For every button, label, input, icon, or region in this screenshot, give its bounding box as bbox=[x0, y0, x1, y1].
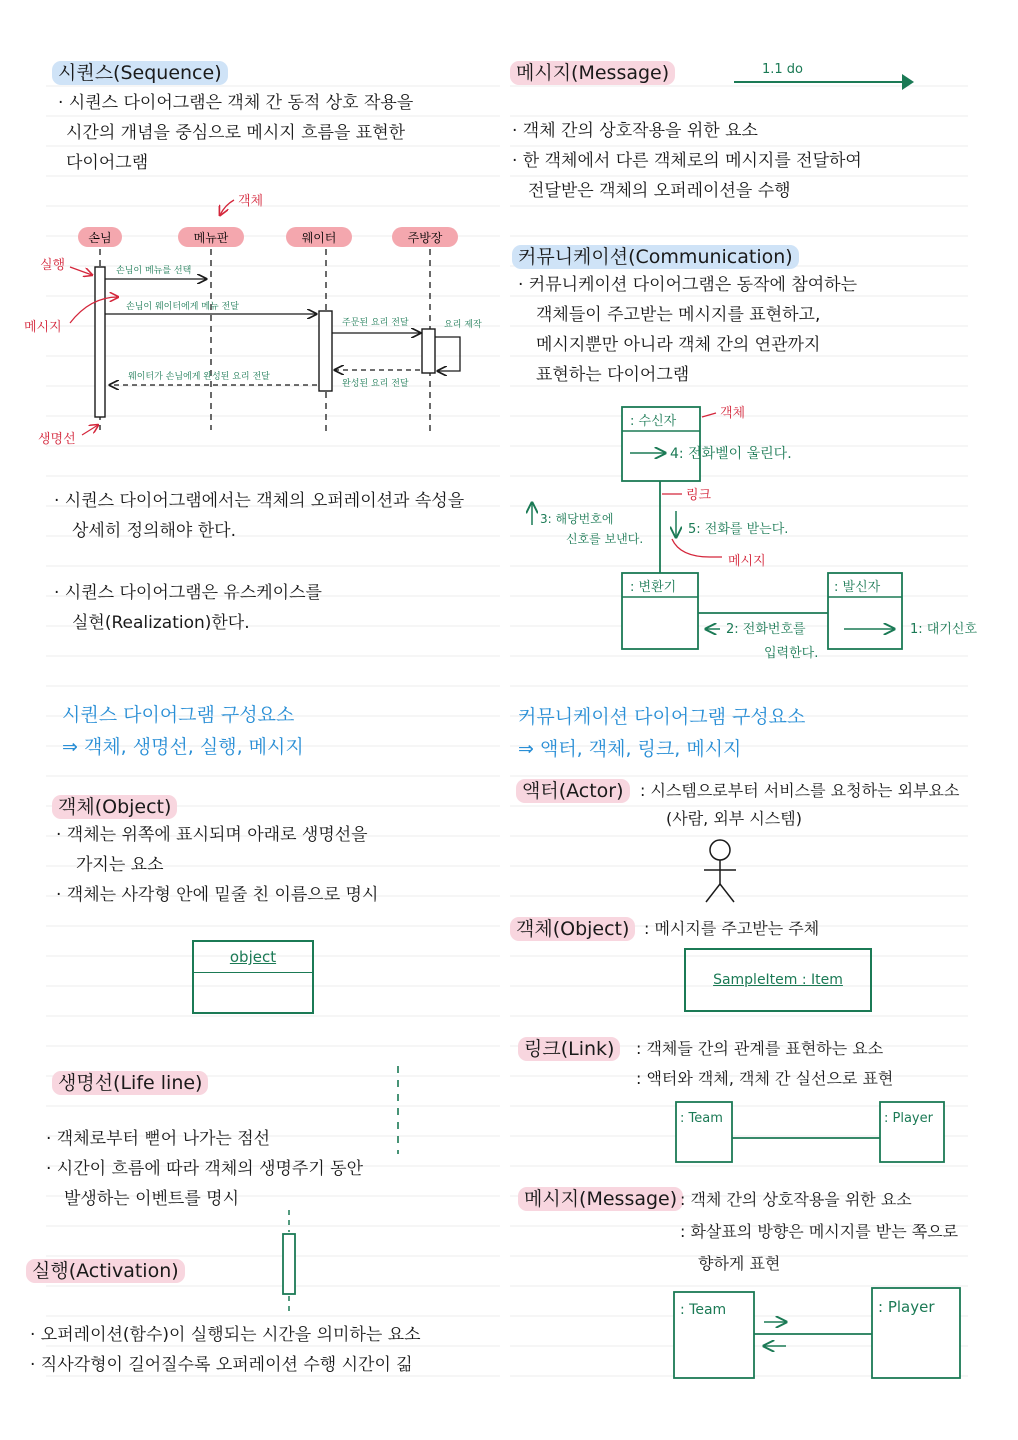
sequence-bullet-2-line-2: 실현(Realization)한다. bbox=[72, 613, 250, 633]
sequence-components-title: 시퀀스 다이어그램 구성요소 bbox=[62, 704, 295, 726]
side-label-lifeline: 생명선 bbox=[38, 432, 76, 447]
communication-line-4: 표현하는 다이어그램 bbox=[536, 365, 690, 385]
message-example bbox=[668, 1284, 968, 1382]
message-line-1: · 객체 간의 상호작용을 위한 요소 bbox=[512, 121, 758, 141]
object-line-2: 가지는 요소 bbox=[76, 855, 164, 875]
sequence-components-list: ⇒ 객체, 생명선, 실행, 메시지 bbox=[62, 736, 304, 758]
message-line-2: · 한 객체에서 다른 객체로의 메시지를 전달하여 bbox=[512, 151, 862, 171]
object-label-chef: 주방장 bbox=[407, 231, 443, 245]
message-team-label: : Team bbox=[680, 1302, 727, 1318]
msg2-label-2: 입력한다. bbox=[764, 646, 819, 661]
sequence-diagram bbox=[20, 185, 500, 455]
message-arrow-4 bbox=[435, 337, 460, 371]
actor-icon bbox=[698, 838, 742, 904]
message-label-4: 요리 제작 bbox=[444, 320, 482, 330]
side-label-activation: 실행 bbox=[40, 258, 66, 273]
lifelines bbox=[100, 249, 430, 435]
message-description bbox=[512, 116, 862, 206]
message2-title: 메시지(Message) bbox=[518, 1184, 683, 1211]
sequence-bullet-2-line-1: · 시퀀스 다이어그램은 유스케이스를 bbox=[54, 583, 322, 603]
sender-label: : 발신자 bbox=[834, 580, 881, 595]
message-label-2: 손님이 웨이터에게 메뉴 전달 bbox=[126, 302, 239, 312]
message2-line-3: 향하게 표현 bbox=[698, 1254, 781, 1273]
object-title: 객체(Object) bbox=[52, 792, 177, 819]
comm-object-note-line bbox=[702, 413, 716, 417]
link-line-2: : 액터와 객체, 객체 간 실선으로 표현 bbox=[636, 1069, 894, 1088]
object-example-box bbox=[192, 940, 314, 1014]
link-example bbox=[670, 1096, 954, 1168]
sequence-bullet-1-line-1: · 시퀀스 다이어그램에서는 객체의 오퍼레이션과 속성을 bbox=[54, 491, 465, 511]
lifeline-title: 생명선(Life line) bbox=[52, 1068, 208, 1095]
activation-waiter bbox=[319, 311, 332, 391]
activation-line-1: · 오퍼레이션(함수)이 실행되는 시간을 의미하는 요소 bbox=[30, 1325, 421, 1345]
object-line-1: · 객체는 위쪽에 표시되며 아래로 생명선을 bbox=[56, 825, 368, 845]
object-note: 객체 bbox=[238, 194, 264, 209]
communication-line-2: 객체들이 주고받는 메시지를 표현하고, bbox=[536, 305, 821, 325]
msg2-label-1: 2: 전화번호를 bbox=[726, 622, 806, 637]
side-arrow-activation bbox=[70, 267, 92, 275]
message2-line-1: : 객체 간의 상호작용을 위한 요소 bbox=[680, 1190, 912, 1209]
message-label-3: 주문된 요리 전달 bbox=[342, 318, 409, 328]
comm-object-description: : 메시지를 주고받는 주체 bbox=[644, 919, 820, 938]
link-description bbox=[636, 1034, 893, 1094]
message-label-6: 웨이터가 손님에게 완성된 요리 전달 bbox=[128, 372, 270, 382]
object-line-3: · 객체는 사각형 안에 밑줄 친 이름으로 명시 bbox=[56, 885, 379, 905]
sequence-description bbox=[58, 88, 413, 178]
sequence-line-2: 시간의 개념을 중심으로 메시지 흐름을 표현한 bbox=[66, 123, 406, 143]
object-label-customer: 손님 bbox=[88, 231, 112, 245]
link-team-label: : Team bbox=[680, 1111, 723, 1126]
sample-item-label: SampleItem : Item bbox=[713, 972, 843, 988]
activation-description bbox=[30, 1320, 421, 1380]
communication-line-3: 메시지뿐만 아니라 객체 간의 연관까지 bbox=[536, 335, 821, 355]
actor-sub: (사람, 외부 시스템) bbox=[666, 809, 802, 828]
message-label-1: 손님이 메뉴를 선택 bbox=[116, 266, 192, 276]
sequence-title: 시퀀스(Sequence) bbox=[52, 58, 228, 85]
activation-example bbox=[274, 1210, 304, 1318]
communication-diagram bbox=[510, 395, 1010, 670]
link-player-label: : Player bbox=[884, 1111, 933, 1126]
object-label-menu: 메뉴판 bbox=[193, 231, 229, 245]
msg5-label: 5: 전화를 받는다. bbox=[688, 522, 789, 537]
msg4-label: 4: 전화벨이 울린다. bbox=[670, 446, 792, 462]
side-label-message: 메시지 bbox=[24, 320, 62, 335]
msg3-label-2: 신호를 보낸다. bbox=[566, 532, 644, 546]
activation-chef bbox=[422, 329, 435, 373]
activation-title: 실행(Activation) bbox=[26, 1256, 185, 1283]
link-line-1: : 객체들 간의 관계를 표현하는 요소 bbox=[636, 1039, 884, 1058]
communication-line-1: · 커뮤니케이션 다이어그램은 동작에 참여하는 bbox=[518, 275, 858, 295]
sequence-line-3: 다이어그램 bbox=[66, 153, 149, 173]
link-title: 링크(Link) bbox=[518, 1034, 620, 1061]
lifeline-line-3: 발생하는 이벤트를 명시 bbox=[64, 1189, 240, 1209]
lifeline-line-2: · 시간이 흐름에 따라 객체의 생명주기 동안 bbox=[46, 1159, 364, 1179]
lifeline-line-1: · 객체로부터 뻗어 나가는 점선 bbox=[46, 1129, 271, 1149]
sequence-bullet-2 bbox=[54, 578, 322, 638]
object-example-label: object bbox=[194, 942, 312, 973]
msg1-label: 1: 대기신호 bbox=[910, 622, 978, 637]
sequence-bullet-1-line-2: 상세히 정의해야 한다. bbox=[72, 521, 237, 541]
comm-message-note: 메시지 bbox=[728, 554, 766, 569]
message2-description bbox=[680, 1184, 958, 1280]
activation-customer bbox=[95, 267, 105, 417]
message-line-3: 전달받은 객체의 오퍼레이션을 수행 bbox=[528, 181, 791, 201]
communication-components-title: 커뮤니케이션 다이어그램 구성요소 bbox=[518, 706, 806, 728]
sequence-bullet-1 bbox=[54, 486, 464, 546]
object-label-waiter: 웨이터 bbox=[301, 231, 337, 245]
actor-description: : 시스템으로부터 서비스를 요청하는 외부요소 bbox=[640, 781, 960, 800]
message-label-5: 완성된 요리 전달 bbox=[342, 379, 409, 389]
communication-components-list: ⇒ 액터, 객체, 링크, 메시지 bbox=[518, 738, 742, 760]
message-note-line bbox=[672, 539, 722, 557]
side-arrow-lifeline bbox=[82, 425, 98, 435]
object-note-arrow bbox=[220, 200, 234, 215]
sequence-line-1: · 시퀀스 다이어그램은 객체 간 동적 상호 작용을 bbox=[58, 93, 414, 113]
actor-title: 액터(Actor) bbox=[516, 776, 630, 803]
side-arrow-message bbox=[70, 297, 118, 323]
lifeline-example bbox=[390, 1066, 406, 1156]
message-title: 메시지(Message) bbox=[510, 58, 675, 85]
link-note: 링크 bbox=[686, 488, 712, 503]
message-arrow-label: 1.1 do bbox=[762, 62, 804, 77]
exchange-label: : 변환기 bbox=[630, 580, 677, 595]
receiver-label: : 수신자 bbox=[630, 414, 677, 429]
lifeline-description bbox=[46, 1124, 363, 1214]
activation-line-2: · 직사각형이 길어질수록 오퍼레이션 수행 시간이 긺 bbox=[30, 1355, 413, 1375]
message2-line-2: : 화살표의 방향은 메시지를 받는 쪽으로 bbox=[680, 1222, 959, 1241]
sample-item-box bbox=[684, 948, 872, 1012]
message-player-label: : Player bbox=[878, 1298, 935, 1316]
message-arrow bbox=[730, 70, 920, 94]
communication-description bbox=[518, 270, 857, 390]
comm-object-note: 객체 bbox=[720, 406, 746, 421]
msg3-label-1: 3: 해당번호에 bbox=[540, 512, 614, 526]
comm-object-title: 객체(Object) bbox=[510, 914, 635, 941]
object-description bbox=[56, 820, 378, 910]
communication-title: 커뮤니케이션(Communication) bbox=[512, 242, 799, 269]
